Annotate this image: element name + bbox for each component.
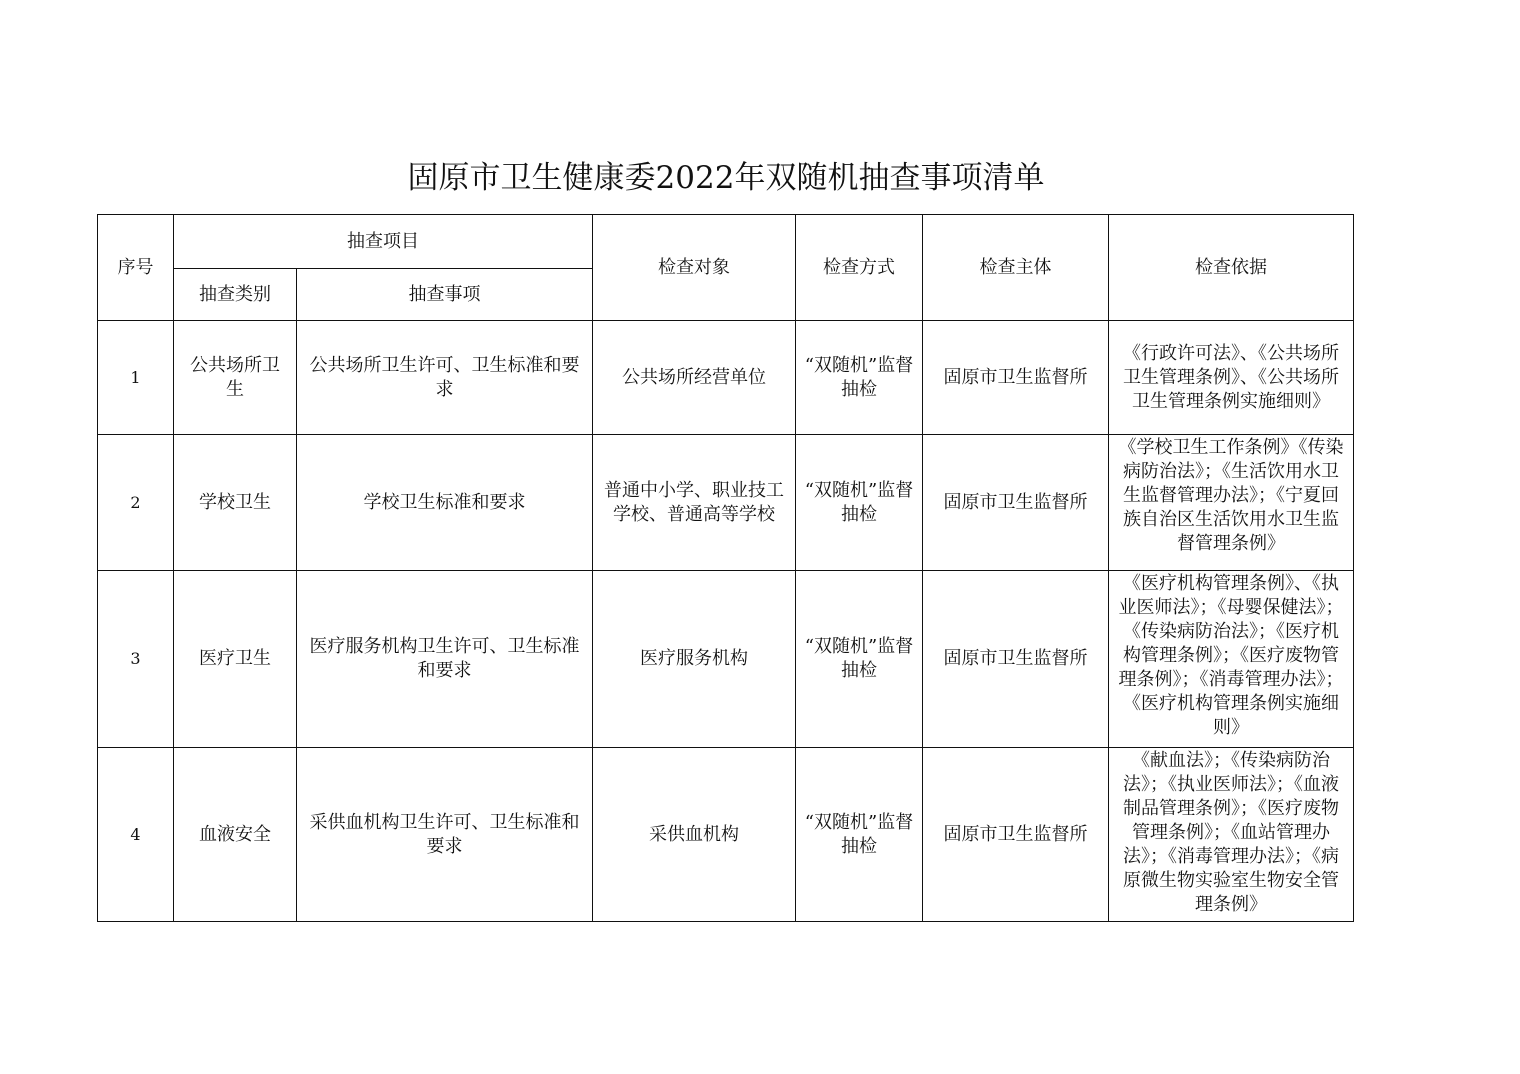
row-subject: 固原市卫生监督所 bbox=[923, 748, 1109, 922]
row-seq: 4 bbox=[98, 748, 174, 922]
row-subject: 固原市卫生监督所 bbox=[923, 571, 1109, 748]
row-method: “双随机”监督抽检 bbox=[796, 571, 923, 748]
row-target: 医疗服务机构 bbox=[593, 571, 796, 748]
table-row bbox=[98, 748, 1354, 922]
row-target: 公共场所经营单位 bbox=[593, 321, 796, 435]
row-item: 学校卫生标准和要求 bbox=[297, 435, 593, 571]
row-basis-text: 《医疗机构管理条例》、《执业医师法》；《母婴保健法》；《传染病防治法》；《医疗机构管理条例》；《医疗废物管理条例》；《消毒管理办法》；《医疗机构管理条例实施细则》 bbox=[1118, 572, 1344, 738]
header-project: 抽查项目 bbox=[174, 215, 593, 269]
header-item: 抽查事项 bbox=[297, 269, 593, 321]
row-target: 采供血机构 bbox=[593, 748, 796, 922]
row-item: 采供血机构卫生许可、卫生标准和要求 bbox=[297, 748, 593, 922]
row-seq: 2 bbox=[98, 435, 174, 571]
header-row bbox=[98, 215, 1354, 269]
table-row bbox=[98, 321, 1354, 435]
row-seq: 1 bbox=[98, 321, 174, 435]
row-method: “双随机”监督抽检 bbox=[796, 321, 923, 435]
row-basis bbox=[1109, 321, 1354, 435]
row-basis-text: 《献血法》；《传染病防治法》；《执业医师法》；《血液制品管理条例》；《医疗废物管理条例》；《血站管理办法》；《消毒管理办法》；《病原微生物实验室生物安全管理条例》 bbox=[1123, 749, 1339, 915]
header-method: 检查方式 bbox=[796, 215, 923, 321]
inspection-table bbox=[97, 214, 1354, 922]
row-subject: 固原市卫生监督所 bbox=[923, 321, 1109, 435]
header-target: 检查对象 bbox=[593, 215, 796, 321]
row-method: “双随机”监督抽检 bbox=[796, 435, 923, 571]
row-category: 血液安全 bbox=[174, 748, 297, 922]
row-category: 公共场所卫生 bbox=[174, 321, 297, 435]
header-subject: 检查主体 bbox=[923, 215, 1109, 321]
row-seq: 3 bbox=[98, 571, 174, 748]
row-basis bbox=[1109, 748, 1354, 922]
header-basis: 检查依据 bbox=[1109, 215, 1354, 321]
table-row bbox=[98, 571, 1354, 748]
row-subject: 固原市卫生监督所 bbox=[923, 435, 1109, 571]
row-basis-text: 《学校卫生工作条例》《传染病防治法》；《生活饮用水卫生监督管理办法》；《宁夏回族自治区生活饮用水卫生监督管理条例》 bbox=[1118, 436, 1344, 554]
page-title: 固原市卫生健康委2022年双随机抽查事项清单 bbox=[407, 160, 1045, 196]
header-category: 抽查类别 bbox=[174, 269, 297, 321]
header-seq: 序号 bbox=[98, 215, 174, 321]
table-row bbox=[98, 435, 1354, 571]
row-basis bbox=[1109, 435, 1354, 571]
row-category: 医疗卫生 bbox=[174, 571, 297, 748]
row-item: 公共场所卫生许可、卫生标准和要求 bbox=[297, 321, 593, 435]
row-item: 医疗服务机构卫生许可、卫生标准和要求 bbox=[297, 571, 593, 748]
row-target: 普通中小学、职业技工学校、普通高等学校 bbox=[593, 435, 796, 571]
row-method: “双随机”监督抽检 bbox=[796, 748, 923, 922]
row-basis-text: 《行政许可法》、《公共场所卫生管理条例》、《公共场所卫生管理条例实施细则》 bbox=[1123, 342, 1339, 412]
row-basis bbox=[1109, 571, 1354, 748]
row-category: 学校卫生 bbox=[174, 435, 297, 571]
